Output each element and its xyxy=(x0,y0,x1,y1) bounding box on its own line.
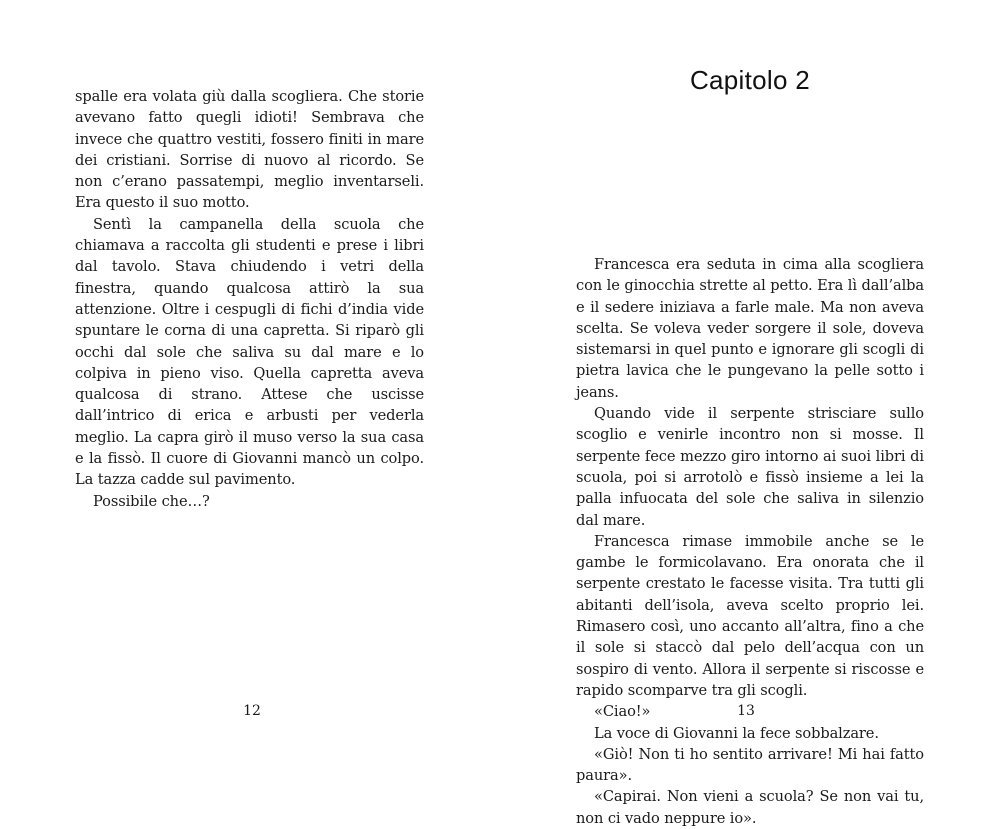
paragraph: La voce di Giovanni la fece sobbalzare. xyxy=(594,724,879,742)
paragraph: Possibile che…? xyxy=(93,492,210,510)
paragraph: «Capirai. Non vieni a scuola? Se non vai tu, non ci vado neppure io». xyxy=(576,788,924,827)
paragraph: spalle era volata giù dalla scogliera. Che storie avevano fatto quegli idioti! Sembrava che invece che quattro vestiti, fossero finiti in mare dei cristiani. Sorrise di nuovo al ricordo. Se non c’erano passatempi, meglio inventarseli. Era questo il suo motto. xyxy=(75,88,424,212)
right-page xyxy=(500,0,1000,827)
paragraph: Francesca rimase immobile anche se le gambe le formicolavano. Era onorata che il serpente crestato le facesse visita. Tra tutti gli abitanti dell’isola, aveva scelto proprio lei. Rimasero così, uno accanto all’altra, fino a che il sole si staccò dal pelo dell’acqua con un sospiro di vento. Allora il serpente si riscosse e rapido scomparve tra gli scogli. xyxy=(576,532,924,699)
chapter-title: Capitolo 2 xyxy=(689,65,811,95)
page-number: 12 xyxy=(243,703,261,719)
right-page-text xyxy=(576,254,924,829)
paragraph: Francesca era seduta in cima alla scogliera con le ginocchia strette al petto. Era lì dall’alba e il sedere iniziava a farle male. Ma non aveva scelta. Se voleva veder sorgere il sole, doveva sistemarsi in quel punto e ignorare gli scogli di pietra lavica che le pungevano la pelle sotto i jeans. xyxy=(576,256,924,401)
paragraph: «Ciao!» xyxy=(594,703,651,721)
paragraph: Sentì la campanella della scuola che chiamava a raccolta gli studenti e prese i libri dal tavolo. Stava chiudendo i vetri della finestra, quando qualcosa attirò la sua attenzione. Oltre i cespugli di fichi d’india vide spuntare le corna di una capretta. Si riparò gli occhi dal sole che saliva su dal mare e lo colpiva in pieno viso. Quella capretta aveva qualcosa di strano. Attese che uscisse dall’intrico di erica e arbusti per vederla meglio. La capra girò il muso verso la sua casa e la fissò. Il cuore di Giovanni mancò un colpo. La tazza cadde sul pavimento. xyxy=(75,215,424,489)
left-page xyxy=(0,0,500,765)
paragraph: «Giò! Non ti ho sentito arrivare! Mi hai fatto paura». xyxy=(576,745,924,785)
paragraph: Quando vide il serpente strisciare sullo scoglio e venirle incontro non si mosse. Il serpente fece mezzo giro intorno ai suoi libri di scuola, poi si arrotolò e fissò insieme a lei la palla infuocata del sole che saliva in silenzio dal mare. xyxy=(576,405,924,529)
page-number: 13 xyxy=(737,703,755,719)
left-page-text xyxy=(75,86,424,512)
